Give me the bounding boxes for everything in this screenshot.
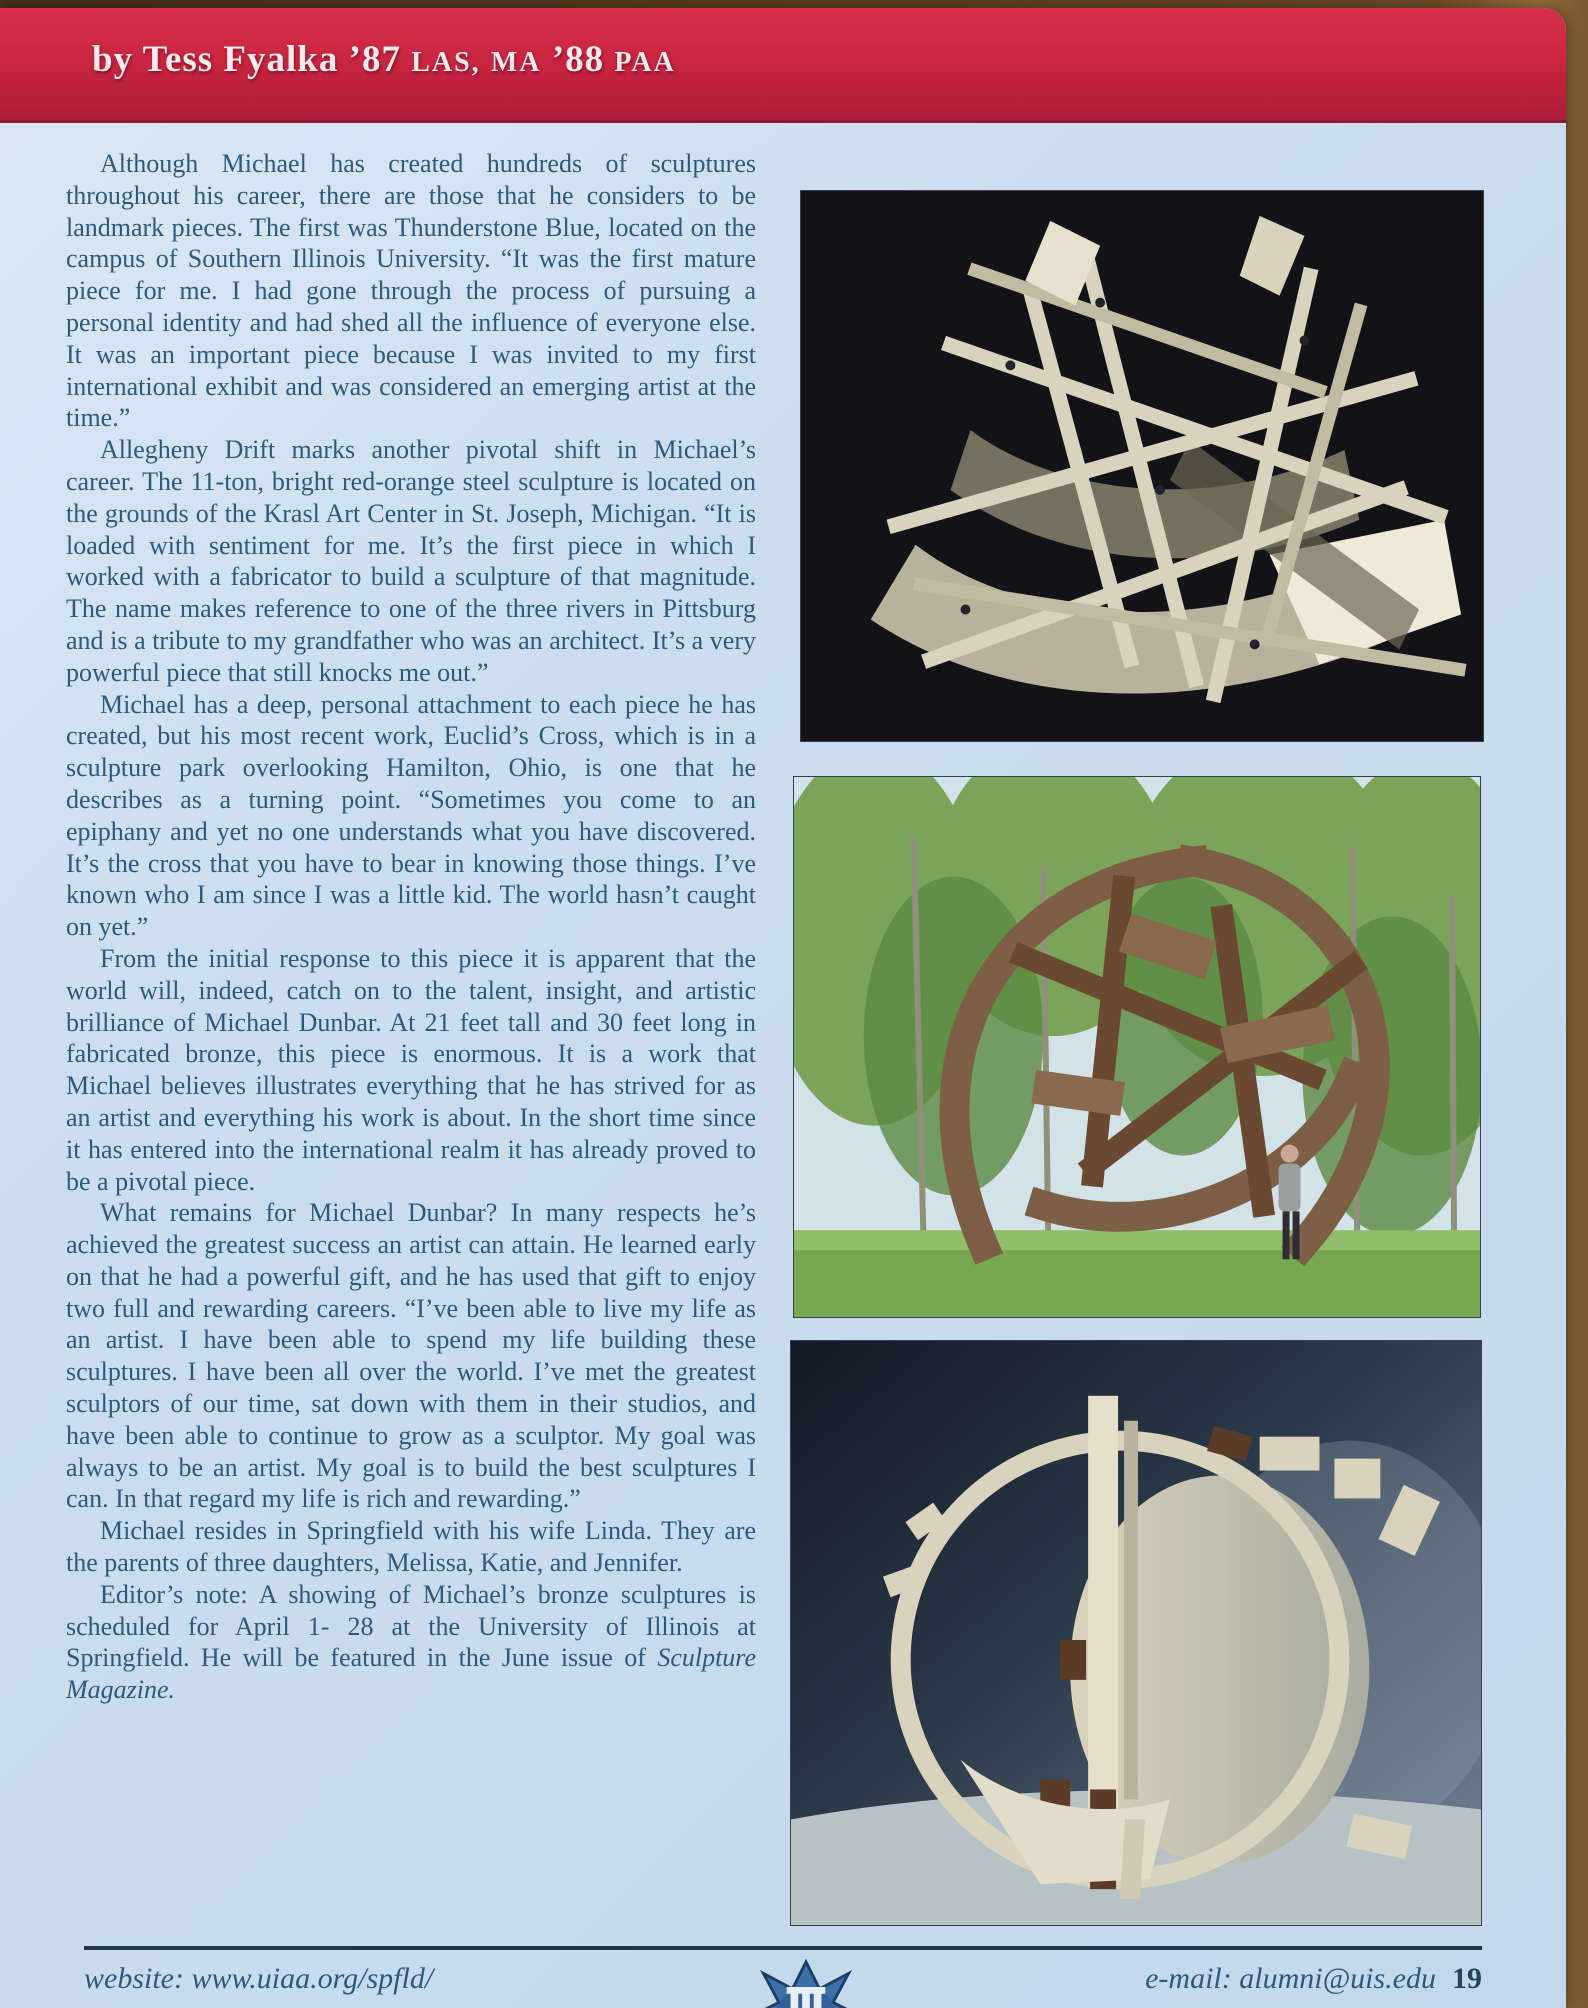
footer-rule [84,1946,1482,1950]
byline-author: by Tess Fyalka ’87 [92,39,401,80]
paragraph-6: Michael resides in Springfield with his wife Linda. They are the parents of three daughters, Melissa, Katie, and Jennifer. [66,1516,756,1578]
sculpture-photo-studio-ring [790,1340,1482,1926]
outdoor-sculpture-illustration [794,777,1480,1317]
sculpture-photo-outdoor-park [793,776,1481,1318]
eight-point-star-icon [748,1958,864,2008]
paragraph-1: Although Michael has created hundreds of sculptures throughout his career, there are those that he considers to be landmark pieces. The first was Thunderstone Blue, located on the campus of Southern Illinois University. “It was the first mature piece for me. I had gone through the process of pursuing a personal identity and had shed all the influence of everyone else. It was an important piece because I was invited to my first international exhibit and was considered an emerging artist at the time.” [66,149,756,433]
byline-degree-3: PAA [614,47,676,78]
editors-note-text: Editor’s note: A showing of Michael’s bronze sculptures is scheduled for April 1- 28 at the University of Illinois at Springfield. He will be featured in the June issue of [66,1579,756,1673]
byline [92,38,676,81]
byline-degree-1: LAS, [411,47,481,78]
sculpture-photo-model-black-bg [800,190,1484,742]
email-text: e-mail: alumni@uis.edu [1145,1962,1436,1995]
editors-note-magazine-title: Sculpture Magazine. [66,1643,756,1705]
page-number: 19 [1452,1962,1482,1995]
paragraph-3: Michael has a deep, personal attachment to each piece he has created, but his most recent work, Euclid’s Cross, which is in a sculpture park overlooking Hamilton, Ohio, is one that he describes as a turning point. “Sometimes you come to an epiphany and yet no one understands what you have discovered. It’s the cross that you have to bear in knowing those things. I’ve known who I am since I was a little kid. The world hasn’t caught on yet.” [66,689,756,942]
magazine-page [0,8,1566,2008]
byline-degree-2: MA [490,47,542,78]
website-text: website: www.uiaa.org/spfld/ [84,1962,434,1995]
paragraph-editors-note [66,1579,756,1706]
footer-right [1145,1962,1482,1996]
paragraph-4: From the initial response to this piece it is apparent that the world will, indeed, catch on to the talent, insight, and artistic brilliance of Michael Dunbar. At 21 feet tall and 30 feet long in fabricated bronze, this piece is enormous. It is a work that Michael believes illustrates everything that he has strived for as an artist and everything his work is about. In the short time since it has entered into the international realm it has already proved to be a pivotal piece. [66,943,756,1196]
studio-sculpture-illustration [791,1341,1481,1925]
header-banner [0,8,1566,123]
paragraph-5: What remains for Michael Dunbar? In many respects he’s achieved the greatest success an artist can attain. He learned early on that he had a powerful gift, and he has used that gift to enjoy two full and rewarding careers. “I’ve been able to live my life as an artist. I have been able to spend my life building these sculptures. I have been all over the world. I’ve met the greatest sculptors of our time, sat down with them in their studios, and have been able to continue to grow as a sculptor. My goal was always to be an artist. My goal is to build the best sculptures I can. In that regard my life is rich and rewarding.” [66,1198,756,1514]
uis-star-logo-icon [748,1958,864,2008]
paragraph-2: Allegheny Drift marks another pivotal shift in Michael’s career. The 11-ton, bright red-orange steel sculpture is located on the grounds of the Krasl Art Center in St. Joseph, Michigan. “It is loaded with sentiment for me. It’s the first piece in which I worked with a fabricator to build a sculpture of that magnitude. The name makes reference to one of the three rivers in Pittsburg and is a tribute to my grandfather who was an architect. It’s a very powerful piece that still knocks me out.” [66,435,756,687]
article-column [66,148,756,1706]
sculpture-model-illustration [801,191,1483,741]
byline-year: ’88 [551,39,605,80]
